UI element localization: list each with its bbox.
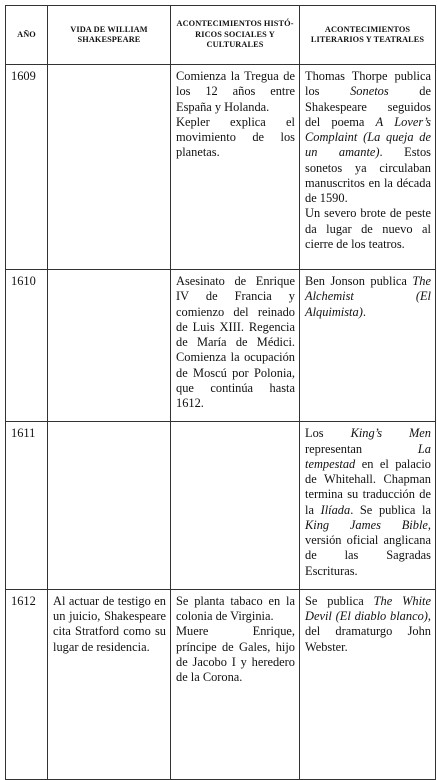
text-segment: Al actuar de testigo en un juicio, Shakespeare cita Stratford como su lugar de residencia. — [53, 593, 166, 654]
table-row — [6, 270, 436, 422]
text-segment: Se planta tabaco en la colonia de Virginia. — [176, 593, 295, 623]
history-cell — [171, 270, 300, 422]
header-life: VIDA DE WILLIAM SHAKESPEARE — [48, 6, 171, 65]
text-segment: Un severo brote de peste da lugar de nuevo al cierre de los teatros. — [305, 206, 431, 251]
history-cell — [171, 422, 300, 590]
table-row — [6, 589, 436, 779]
header-row — [6, 6, 436, 65]
text-segment: Comienza la Tregua de los 12 años entre España y Holanda. — [176, 69, 295, 114]
life-cell — [48, 65, 171, 270]
text-segment: Muere Enrique, príncipe de Gales, hijo de Jacobo I y heredero de la Corona. — [176, 624, 295, 684]
literature-cell — [300, 589, 436, 779]
year-cell: 1610 — [6, 270, 48, 422]
text-segment: . Se publica la — [350, 502, 431, 517]
text-segment: , versión oficial anglicana de las Sagradas Escrituras. — [305, 517, 431, 578]
text-segment: de Shakespeare seguidos del poema — [305, 84, 431, 129]
chronology-page — [5, 5, 435, 780]
literature-cell — [300, 422, 436, 590]
text-segment: Ben Jonson publica — [305, 274, 413, 288]
italic-title: King James Bible — [305, 517, 428, 532]
text-segment: Los — [305, 426, 351, 441]
life-cell — [48, 589, 171, 779]
header-history: ACONTECIMIENTOS HISTÓRICOS SOCIALES Y CULTURALES — [171, 6, 300, 65]
text-segment: . — [362, 304, 366, 319]
italic-title: Sonetos — [350, 84, 389, 99]
year-cell: 1609 — [6, 65, 48, 270]
text-segment: . Estos sonetos ya circulaban manuscritos en la década de 1590. — [305, 145, 432, 205]
italic-title: The White Devil (El diablo blanco) — [305, 593, 431, 623]
text-segment: , del dramaturgo John Webster. — [305, 609, 431, 654]
italic-title: La tempestad — [305, 441, 431, 471]
text-segment: Se publica — [305, 593, 374, 608]
text-segment: Thomas Thorpe publica los — [305, 69, 431, 99]
history-cell — [171, 589, 300, 779]
header-year: AÑO — [6, 6, 48, 65]
table-row — [6, 65, 436, 270]
text-segment: Asesinato de Enrique IV de Francia y comienzo del reinado de Luis XIII. Regencia de María de Médici. Comienza la ocupación de Moscú por Polonia, que continúa hasta 1612. — [176, 274, 295, 410]
literature-cell — [300, 270, 436, 422]
italic-title: King’s Men — [350, 426, 431, 441]
header-literature: ACONTECIMIENTOS LITERARIOS Y TEATRALES — [300, 6, 436, 65]
table-row — [6, 422, 436, 590]
life-cell — [48, 422, 171, 590]
italic-title: Ilíada — [320, 502, 351, 517]
text-segment: Kepler explica el movimiento de los planetas. — [176, 114, 295, 160]
history-cell — [171, 65, 300, 270]
year-cell: 1611 — [6, 422, 48, 590]
literature-cell — [300, 65, 436, 270]
year-cell: 1612 — [6, 589, 48, 779]
italic-title: A Lover’s Complaint (La queja de un amante) — [305, 114, 431, 160]
life-cell — [48, 270, 171, 422]
text-segment: representan — [305, 441, 418, 456]
text-segment: en el palacio de Whitehall. Chapman termina su traducción de la — [305, 456, 431, 517]
chronology-table — [5, 5, 436, 780]
italic-title: The Alchemist (El Alquimista) — [305, 274, 431, 319]
